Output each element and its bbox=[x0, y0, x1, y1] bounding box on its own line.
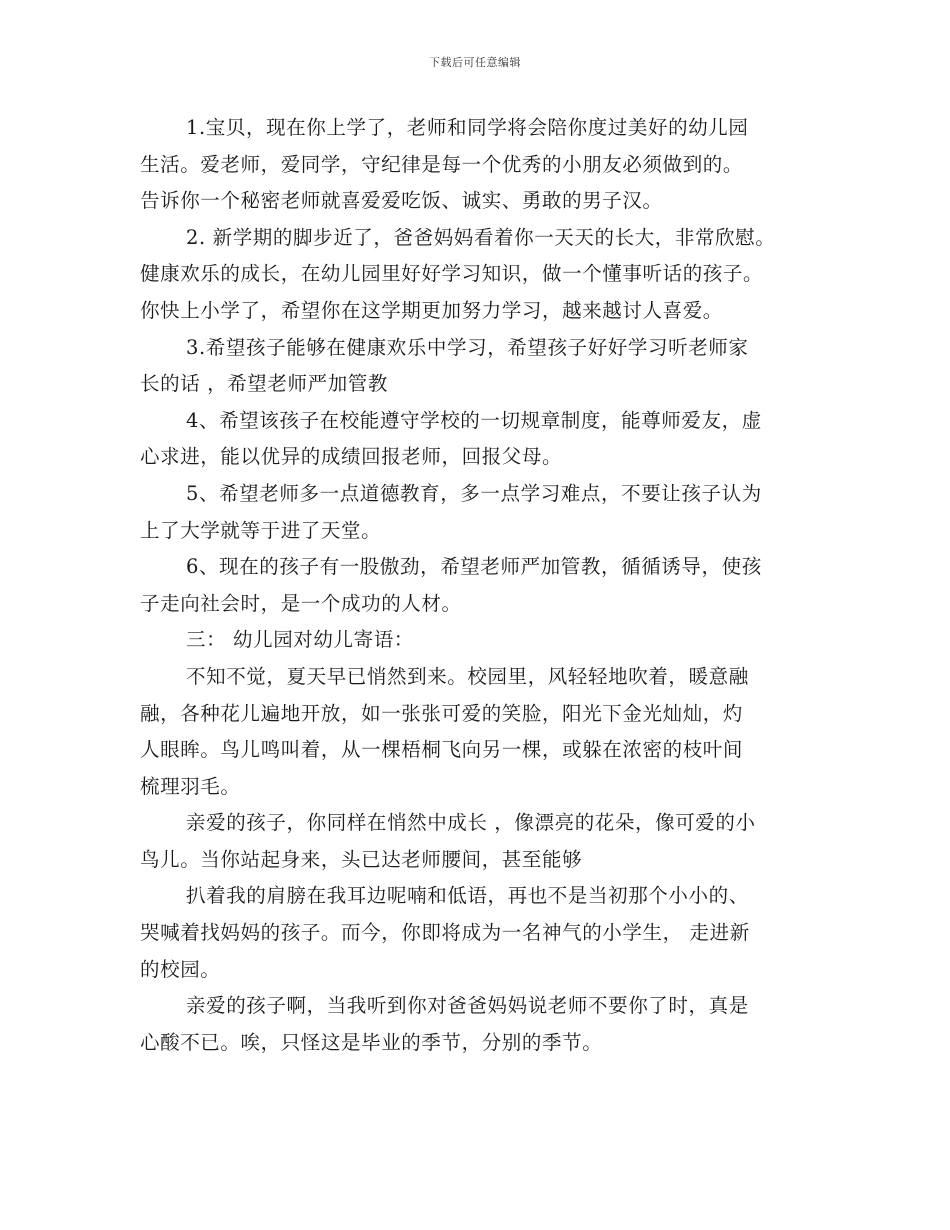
text-line: 梳理羽毛。 bbox=[140, 774, 241, 798]
text-line: 扒着我的肩膀在我耳边呢喃和低语，再也不是当初那个小小的、 bbox=[186, 884, 749, 908]
text-line: 3.希望孩子能够在健康欢乐中学习，希望孩子好好学习听老师家 bbox=[186, 335, 749, 359]
text-line: 鸟儿。当你站起身来，头已达老师腰间，甚至能够 bbox=[140, 847, 583, 871]
text-line: 长的话 ，希望老师严加管教 bbox=[140, 372, 388, 396]
text-line: 心求进，能以优异的成绩回报老师，回报父母。 bbox=[140, 445, 563, 469]
document-body bbox=[140, 110, 820, 1061]
text-line: 1.宝贝，现在你上学了，老师和同学将会陪你度过美好的幼儿园 bbox=[186, 116, 749, 139]
text-line: 人眼眸。鸟儿鸣叫着，从一棵梧桐飞向另一棵，或躲在浓密的枝叶间 bbox=[140, 738, 744, 762]
text-line: 6、现在的孩子有一股傲劲，希望老师严加管教，循循诱导，使孩 bbox=[186, 555, 762, 579]
text-line: 健康欢乐的成长，在幼儿园里好好学习知识，做一个懂事听话的孩子。 bbox=[140, 262, 764, 286]
section-heading: 三： 幼儿园对幼儿寄语： bbox=[186, 628, 414, 652]
text-line: 融，各种花儿遍地开放，如一张张可爱的笑脸，阳光下金光灿灿，灼 bbox=[140, 701, 744, 725]
text-line: 生活。爱老师，爱同学，守纪律是每一个优秀的小朋友必须做到的。 bbox=[140, 152, 744, 176]
text-line: 4、希望该孩子在校能遵守学校的一切规章制度，能尊师爱友，虚 bbox=[186, 408, 762, 432]
text-line: 哭喊着找妈妈的孩子。而今，你即将成为一名神气的小学生， 走进新 bbox=[140, 921, 750, 945]
text-line: 心酸不已。唉，只怪这是毕业的季节，分别的季节。 bbox=[140, 1030, 603, 1054]
text-line: 5、希望老师多一点道德教育，多一点学习难点，不要让孩子认为 bbox=[186, 481, 762, 505]
text-line: 亲爱的孩子啊，当我听到你对爸爸妈妈说老师不要你了时，真是 bbox=[186, 994, 749, 1018]
text-line: 不知不觉，夏天早已悄然到来。校园里，风轻轻地吹着，暖意融 bbox=[186, 664, 749, 688]
text-line: 子走向社会时，是一个成功的人材。 bbox=[140, 591, 462, 615]
text-line: 亲爱的孩子，你同样在悄然中成长 ，像漂亮的花朵，像可爱的小 bbox=[186, 811, 756, 835]
text-line: 的校园。 bbox=[140, 957, 221, 981]
text-line: 2. 新学期的脚步近了，爸爸妈妈看着你一天天的长大，非常欣慰。 bbox=[186, 225, 776, 249]
text-line: 上了大学就等于进了天堂。 bbox=[140, 518, 382, 542]
text-line: 你快上小学了，希望你在这学期更加努力学习，越来越讨人喜爱。 bbox=[140, 298, 723, 322]
text-line: 告诉你一个秘密老师就喜爱爱吃饭、诚实、勇敢的男子汉。 bbox=[140, 189, 663, 213]
page-header: 下载后可任意编辑 bbox=[429, 56, 521, 69]
